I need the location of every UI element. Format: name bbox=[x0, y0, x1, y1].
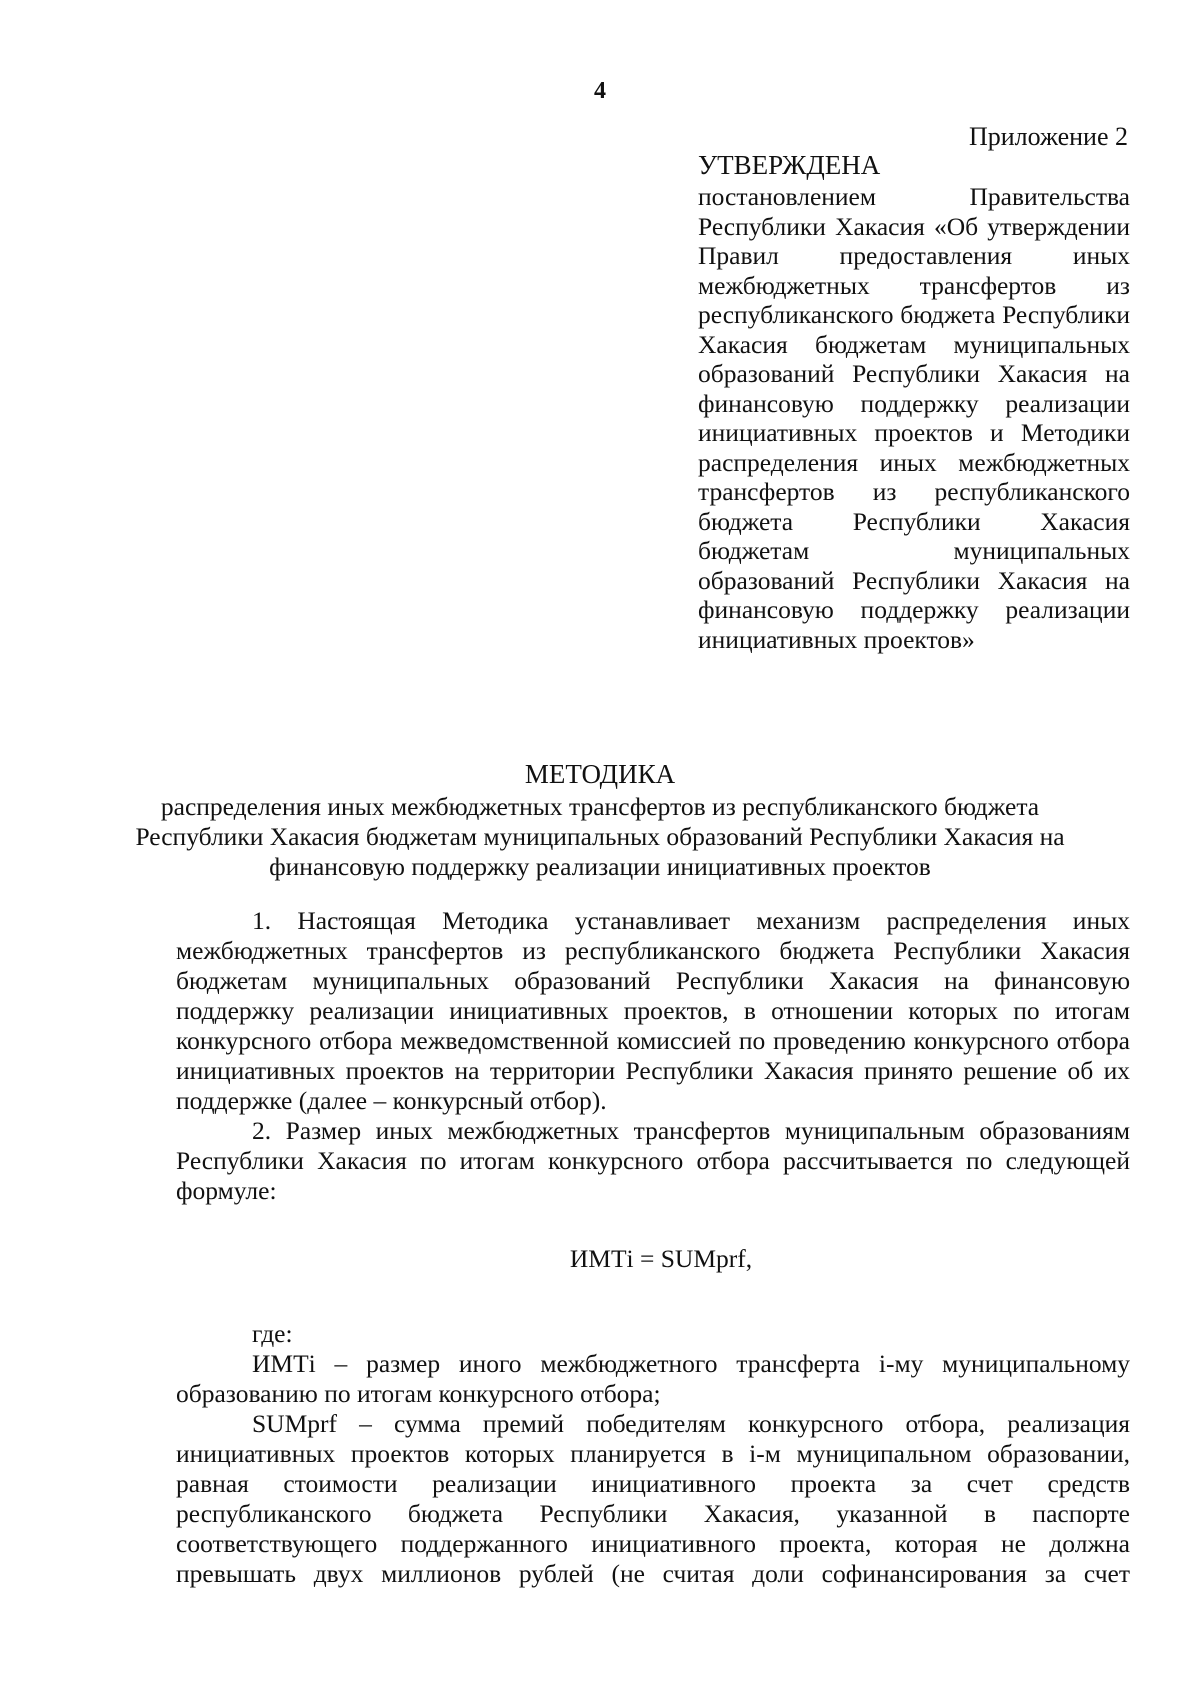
paragraph-1: 1. Настоящая Методика устанавливает механизм распределения иных межбюджетных трансфертов из республиканского бюджета Республики Хакасия бюджетам муниципальных образований Республики Хакасия на финансовую поддержку реализации инициативных проектов, в отношении которых по итогам конкурсного отбора межведомственной комиссией по проведению конкурсного отбора инициативных проектов на территории Республики Хакасия принято решение об их поддержке (далее – конкурсный отбор). bbox=[176, 906, 1130, 1115]
where-label: где: bbox=[252, 1319, 293, 1348]
definition-sumprf: SUMprf – сумма премий победителям конкурсного отбора, реализация инициативных проектов которых планируется в i-м муниципальном образовании, равная стоимости реализации инициативного проекта за счет средств республиканского бюджета Республики Хакасия, указанной в паспорте соответствующего поддержанного инициативного проекта, которая не должна превышать двух миллионов рублей (не считая доли софинансирования за счет bbox=[176, 1409, 1130, 1588]
formula: ИМТi = SUMprf, bbox=[569, 1244, 753, 1273]
approval-title: УТВЕРЖДЕНА bbox=[698, 150, 881, 180]
page-number: 4 bbox=[594, 78, 606, 104]
paragraph-2: 2. Размер иных межбюджетных трансфертов муниципальным образованиям Республики Хакасия по итогам конкурсного отбора рассчитывается по следующей формуле: bbox=[176, 1116, 1130, 1205]
definition-imti: ИМТi – размер иного межбюджетного трансферта i-му муниципальному образованию по итогам конкурсного отбора; bbox=[176, 1349, 1130, 1408]
method-title: МЕТОДИКА bbox=[524, 759, 676, 789]
method-header bbox=[0, 758, 1200, 882]
method-subtitle: распределения иных межбюджетных трансфертов из республиканского бюджета Республики Хакасия бюджетам муниципальных образований Республики Хакасия на финансовую поддержку реализации инициативных проектов bbox=[135, 792, 1065, 881]
document-body bbox=[176, 906, 1130, 1589]
approval-text: постановлением Правительства Республики Хакасия «Об утверждении Правил предоставления иных межбюджетных трансфертов из республиканского бюджета Республики Хакасия бюджетам муниципальных образований Республики Хакасия на финансовую поддержку реализации инициативных проектов и Методики распределения иных межбюджетных трансфертов из республиканского бюджета Республики Хакасия бюджетам муниципальных образований Республики Хакасия на финансовую поддержку реализации инициативных проектов» bbox=[698, 182, 1130, 654]
approval-block bbox=[698, 150, 1130, 654]
appendix-label: Приложение 2 bbox=[968, 122, 1128, 151]
